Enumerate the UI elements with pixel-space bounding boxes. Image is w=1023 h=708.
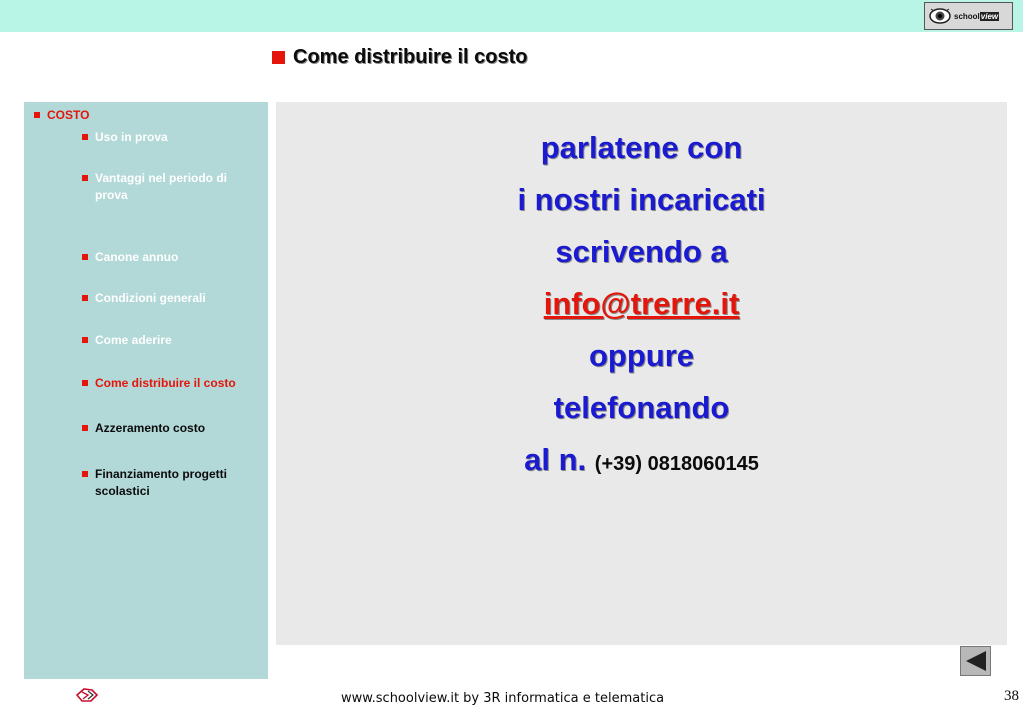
sidebar-nav bbox=[24, 102, 268, 679]
page-number: 38 bbox=[1004, 688, 1019, 704]
bullet-icon bbox=[34, 112, 40, 118]
title-bullet-icon bbox=[272, 51, 285, 64]
logo-text bbox=[954, 12, 999, 21]
phone-prefix: al n. bbox=[524, 442, 587, 477]
eye-logo-icon bbox=[929, 7, 951, 25]
bullet-icon bbox=[82, 471, 88, 477]
bullet-icon bbox=[82, 380, 88, 386]
bullet-icon bbox=[82, 425, 88, 431]
sidebar-item-canone-annuo[interactable] bbox=[82, 249, 178, 266]
sidebar-item-uso-in-prova[interactable] bbox=[82, 129, 168, 146]
sidebar-item-label: Uso in prova bbox=[95, 130, 168, 144]
top-bar bbox=[0, 0, 1023, 32]
phone-line bbox=[276, 434, 1007, 490]
message-line: oppure bbox=[588, 338, 695, 373]
back-arrow-icon bbox=[966, 651, 986, 671]
sidebar-item-finanziamento[interactable] bbox=[82, 466, 252, 500]
message-line: telefonando bbox=[553, 390, 730, 425]
sidebar-item-costo[interactable] bbox=[34, 107, 89, 124]
message-line: parlatene con bbox=[540, 130, 743, 165]
main-content-panel bbox=[276, 102, 1007, 645]
message-line: i nostri incaricati bbox=[517, 182, 766, 217]
slide-title-wrap bbox=[272, 46, 527, 69]
sidebar-item-come-aderire[interactable] bbox=[82, 332, 172, 349]
bullet-icon bbox=[82, 175, 88, 181]
logo-text-main: school bbox=[954, 11, 980, 21]
sidebar-item-come-distribuire[interactable] bbox=[82, 375, 236, 392]
bullet-icon bbox=[82, 254, 88, 260]
sidebar-item-azzeramento[interactable] bbox=[82, 420, 205, 437]
back-button[interactable] bbox=[960, 646, 991, 676]
sidebar-item-label: Azzeramento costo bbox=[95, 421, 206, 435]
sidebar-item-label: Come distribuire il costo bbox=[95, 376, 236, 390]
sidebar-item-label: Come aderire bbox=[95, 333, 172, 347]
sidebar-item-label: Canone annuo bbox=[95, 250, 179, 264]
sidebar-item-label: Finanziamento progetti scolastici bbox=[95, 467, 227, 498]
page-title: Come distribuire il costo bbox=[293, 46, 528, 68]
phone-number: (+39) 0818060145 bbox=[594, 453, 759, 475]
message-line: scrivendo a bbox=[555, 234, 728, 269]
sidebar-item-label: COSTO bbox=[47, 108, 90, 122]
logo-text-accent: view bbox=[980, 11, 999, 21]
sidebar-item-label: Vantaggi nel periodo di prova bbox=[95, 171, 228, 202]
footer-credits: www.schoolview.it by 3R informatica e telematica bbox=[340, 691, 665, 706]
contact-message bbox=[276, 122, 1007, 490]
sidebar-item-label: Condizioni generali bbox=[95, 291, 206, 305]
sidebar-item-condizioni-generali[interactable] bbox=[82, 290, 206, 307]
bullet-icon bbox=[82, 337, 88, 343]
sidebar-item-vantaggi[interactable] bbox=[82, 170, 254, 204]
bullet-icon bbox=[82, 134, 88, 140]
schoolview-logo[interactable] bbox=[924, 2, 1013, 30]
bullet-icon bbox=[82, 295, 88, 301]
email-link[interactable]: info@trerre.it bbox=[543, 286, 740, 321]
